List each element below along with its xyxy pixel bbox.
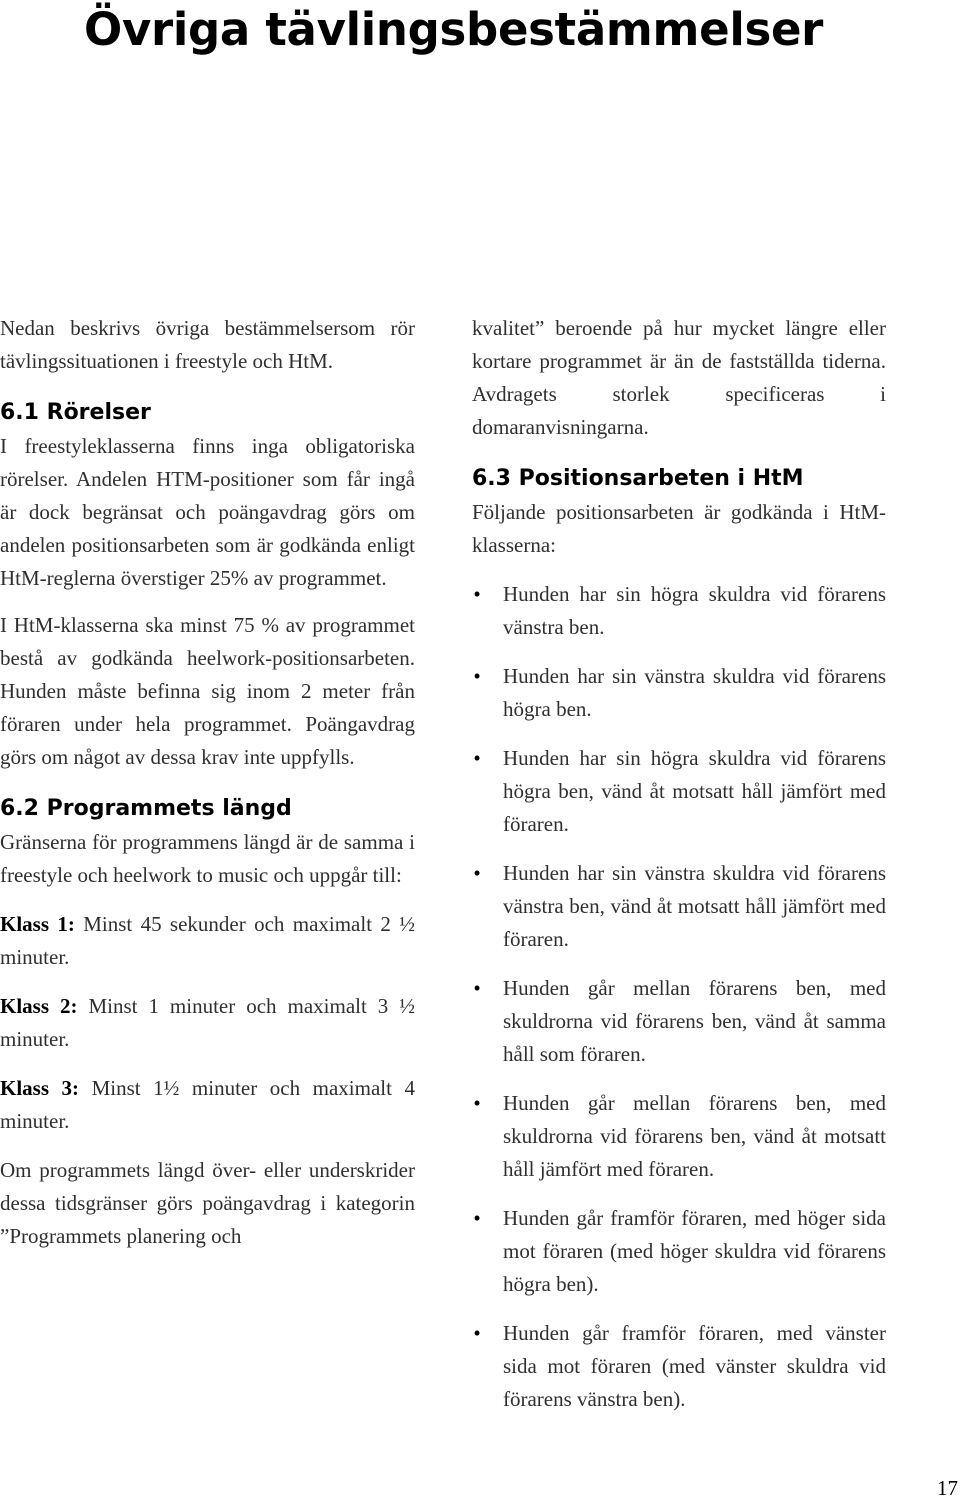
list-item-text: Hunden går framför föraren, med höger sida mot föraren (med höger skuldra vid förarens högra ben).: [503, 1206, 886, 1296]
class-2-label: Klass 2:: [0, 994, 78, 1018]
list-item-text: Hunden går mellan förarens ben, med skuldrorna vid förarens ben, vänd åt samma håll som föraren.: [503, 976, 886, 1066]
class-1-label: Klass 1:: [0, 912, 75, 936]
page-number: 17: [937, 1476, 958, 1500]
section-heading-6-2: 6.2 Programmets längd: [0, 796, 292, 821]
bullet-icon: •: [473, 664, 481, 688]
position-list: [472, 578, 886, 1416]
list-item-text: Hunden har sin vänstra skuldra vid förarens vänstra ben, vänd åt motsatt håll jämfört med föraren.: [503, 861, 886, 951]
class-3-label: Klass 3:: [0, 1076, 80, 1100]
bullet-icon: •: [473, 582, 481, 606]
section-6-1-paragraph-2: I HtM-klasserna ska minst 75 % av programmet bestå av godkända heelwork-positionsarbeten. Hunden måste befinna sig inom 2 meter från föraren under hela programmet. Poängavdrag görs om något av dessa krav inte uppfylls.: [0, 613, 415, 769]
intro-paragraph: Nedan beskrivs övriga bestämmelsersom rör tävlingssituationen i freestyle och HtM.: [0, 316, 415, 373]
continuation-paragraph: kvalitet” beroende på hur mycket längre eller kortare programmet är än de fastställda tiderna. Avdragets storlek specificeras i domaranvisningarna.: [472, 316, 886, 439]
section-6-2-intro: Gränserna för programmens längd är de samma i freestyle och heelwork to music och uppgår till:: [0, 830, 415, 887]
bullet-icon: •: [473, 746, 481, 770]
class-3-rule: [0, 1072, 415, 1138]
right-column: [472, 312, 886, 1432]
section-heading-6-1: 6.1 Rörelser: [0, 400, 151, 425]
list-item-text: Hunden går framför föraren, med vänster sida mot föraren (med vänster skuldra vid förarens vänstra ben).: [503, 1321, 886, 1411]
list-item-text: Hunden har sin vänstra skuldra vid förarens högra ben.: [503, 664, 886, 721]
list-item: [472, 742, 886, 841]
class-2-text: Minst 1 minuter och maximalt 3 ½ minuter.: [0, 994, 415, 1051]
list-item-text: Hunden går mellan förarens ben, med skuldrorna vid förarens ben, vänd åt motsatt håll jämfört med föraren.: [503, 1091, 886, 1181]
list-item: [472, 857, 886, 956]
bullet-icon: •: [473, 861, 481, 885]
bullet-icon: •: [473, 1206, 481, 1230]
class-3-text: Minst 1½ minuter och maximalt 4 minuter.: [0, 1076, 415, 1133]
list-item: [472, 660, 886, 726]
class-2-rule: [0, 990, 415, 1056]
class-1-rule: [0, 908, 415, 974]
page-title: Övriga tävlingsbestämmelser: [84, 3, 824, 56]
list-item: [472, 578, 886, 644]
list-item: [472, 1087, 886, 1186]
left-column: [0, 312, 415, 1253]
class-1-text: Minst 45 sekunder och maximalt 2 ½ minuter.: [0, 912, 415, 969]
bullet-icon: •: [473, 1091, 481, 1115]
list-item: [472, 1317, 886, 1416]
section-6-1-paragraph-1: I freestyleklasserna finns inga obligatoriska rörelser. Andelen HTM-positioner som får ingå är dock begränsat och poängavdrag görs om andelen positionsarbeten som är godkända enligt HtM-reglerna överstiger 25% av programmet.: [0, 434, 415, 590]
list-item-text: Hunden har sin högra skuldra vid förarens högra ben, vänd åt motsatt håll jämfört med föraren.: [503, 746, 886, 836]
list-item: [472, 1202, 886, 1301]
section-heading-6-3: 6.3 Positionsarbeten i HtM: [472, 466, 804, 491]
list-item: [472, 972, 886, 1071]
section-6-3-intro: Följande positionsarbeten är godkända i HtM-klasserna:: [472, 500, 886, 557]
bullet-icon: •: [473, 1321, 481, 1345]
bullet-icon: •: [473, 976, 481, 1000]
list-item-text: Hunden har sin högra skuldra vid förarens vänstra ben.: [503, 582, 886, 639]
section-6-2-closing-paragraph: Om programmets längd över- eller underskrider dessa tidsgränser görs poängavdrag i kategorin ”Programmets planering och: [0, 1158, 415, 1248]
